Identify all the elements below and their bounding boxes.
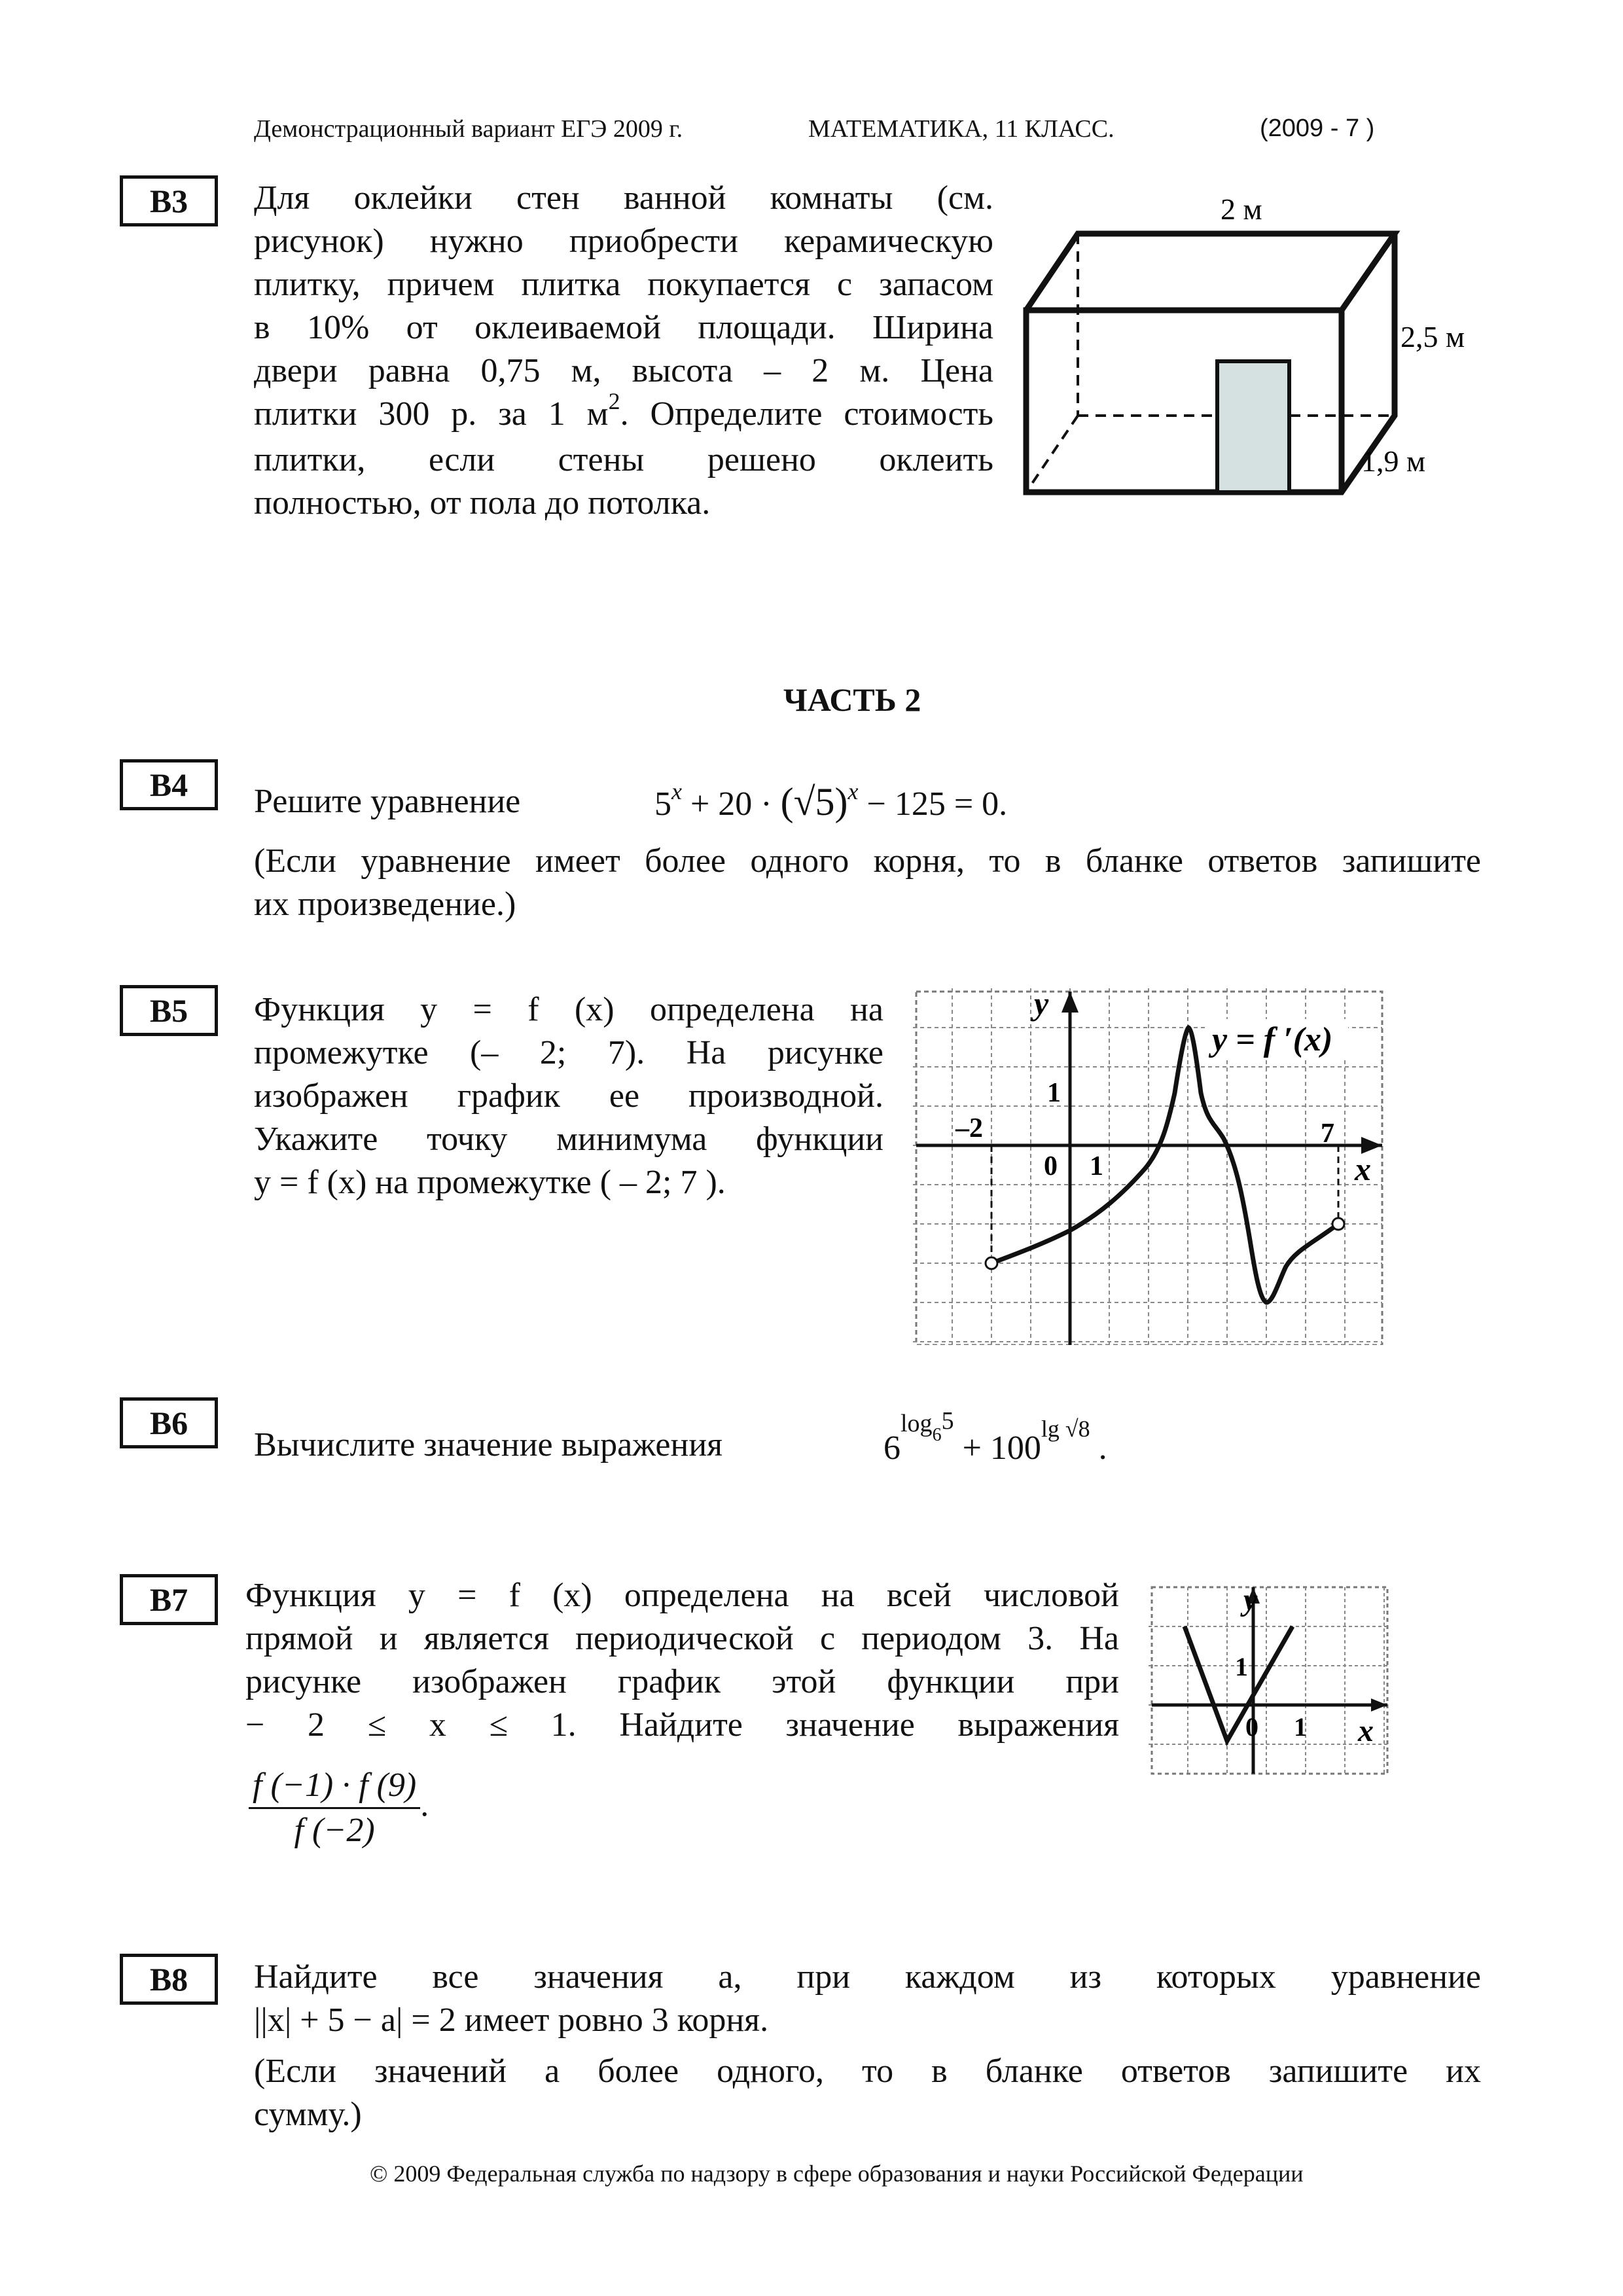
task-label-b8: B8 [120,1954,218,2005]
b4-intro: Решите уравнение [254,783,521,820]
b8-line: ||x| + 5 − a| = 2 имеет ровно 3 корня. [254,2001,769,2039]
header-center: МАТЕМАТИКА, 11 КЛАСС. [808,115,1115,143]
b7-line: прямой и является периодической с периодом 3. На [245,1620,1119,1657]
b5-line: Укажите точку минимума функции [254,1121,883,1158]
b6-text: Вычислите значение выражения [254,1426,723,1463]
b5-line: y = f (x) на промежутке ( – 2; 7 ). [254,1164,726,1201]
b5-origin: 0 [1044,1151,1058,1181]
b3-line: плитки 300 р. за 1 $м^2$. Определите стоимость [254,388,994,433]
room-length-label: 2 м [1221,192,1262,226]
b7-line: − 2 ≤ x ≤ 1. Найдите значение выражения [245,1706,1119,1744]
b4-note-line: их произведение.) [254,886,516,923]
b3-line: в 10% от оклеиваемой площади. Ширина [254,309,993,346]
b3-line: полностью, от пола до потолка. [254,484,711,522]
task-label-b5: B5 [120,985,218,1036]
b5-line: изображен график ее производной. [254,1077,883,1115]
b5-x-label: x [1355,1151,1371,1187]
b3-line: плитку, причем плитка покупается с запасом [254,266,993,303]
b3-room-figure [1008,190,1492,511]
b4-note-line: (Если уравнение имеет более одного корня, то в бланке ответов запишите [254,842,1481,880]
b8-note-line: (Если значений a более одного, то в бланке ответов запишите их [254,2053,1481,2090]
b3-line: рисунок) нужно приобрести керамическую [254,223,993,260]
b3-line: Для оклейки стен ванной комнаты (см. [254,179,993,217]
room-height-label: 2,5 м [1400,320,1465,353]
b7-line: рисунке изображен график этой функции при [245,1663,1119,1700]
b7-function-graph [1149,1584,1394,1780]
b5-open-point-left [986,1257,997,1269]
b5-text [254,988,883,1204]
b7-tick-x: 1 [1294,1712,1307,1742]
b3-line: двери равна 0,75 м, высота – 2 м. Цена [254,352,993,389]
b5-tick-y: 1 [1047,1078,1061,1108]
b7-fraction: $\frac{f (-1) \cdot f (9)}{f (-2)}$ . [249,1764,429,1852]
b3-text [254,177,993,525]
b5-line: промежутке (– 2; 7). На рисунке [254,1034,883,1071]
b5-derivative-graph [910,985,1387,1345]
task-label-b7: B7 [120,1574,218,1625]
b5-open-point-right [1332,1218,1344,1230]
task-label-b4: B4 [120,759,218,810]
b5-left-mark: –2 [955,1113,983,1143]
b8-note-line: сумму.) [254,2096,362,2133]
header-right: (2009 - 7 ) [1260,115,1375,142]
b7-text [245,1574,1119,1747]
b7-x-label: x [1358,1713,1374,1748]
task-label-b6: B6 [120,1397,218,1448]
task-label-b3: B3 [120,175,218,226]
header-left: Демонстрационный вариант ЕГЭ 2009 г. [254,115,683,143]
b7-origin: 0 [1245,1712,1258,1742]
door-rect [1217,361,1289,492]
b3-line: плитки, если стены решено оклеить [254,441,993,478]
b7-line: Функция y = f (x) определена на всей числовой [245,1577,1119,1614]
b5-curve-label: y = f ′(x) [1212,1021,1333,1058]
b8-line: Найдите все значения a, при каждом из которых уравнение [254,1958,1481,1996]
b5-tick-x: 1 [1090,1151,1103,1181]
room-depth-label: 1,9 м [1361,444,1426,478]
b7-y-label: y [1243,1584,1258,1617]
b5-right-mark: 7 [1321,1119,1334,1149]
footer: © 2009 Федеральная служба по надзору в сфере образования и науки Российской Федерации [370,2161,1304,2187]
part2-title: ЧАСТЬ 2 [783,681,921,718]
b8-text [254,1956,1481,2136]
b7-tick-y: 1 [1235,1652,1248,1681]
b5-y-label: y [1034,985,1049,1022]
b4-note [254,840,1481,926]
b4-equation: $5^x + 20 \cdot (√5)^x - 125 = 0$. [654,778,1008,823]
b5-line: Функция y = f (x) определена на [254,991,883,1028]
b6-expression: $6^{log65} + 100^{lg √8}$ . [883,1407,1107,1467]
